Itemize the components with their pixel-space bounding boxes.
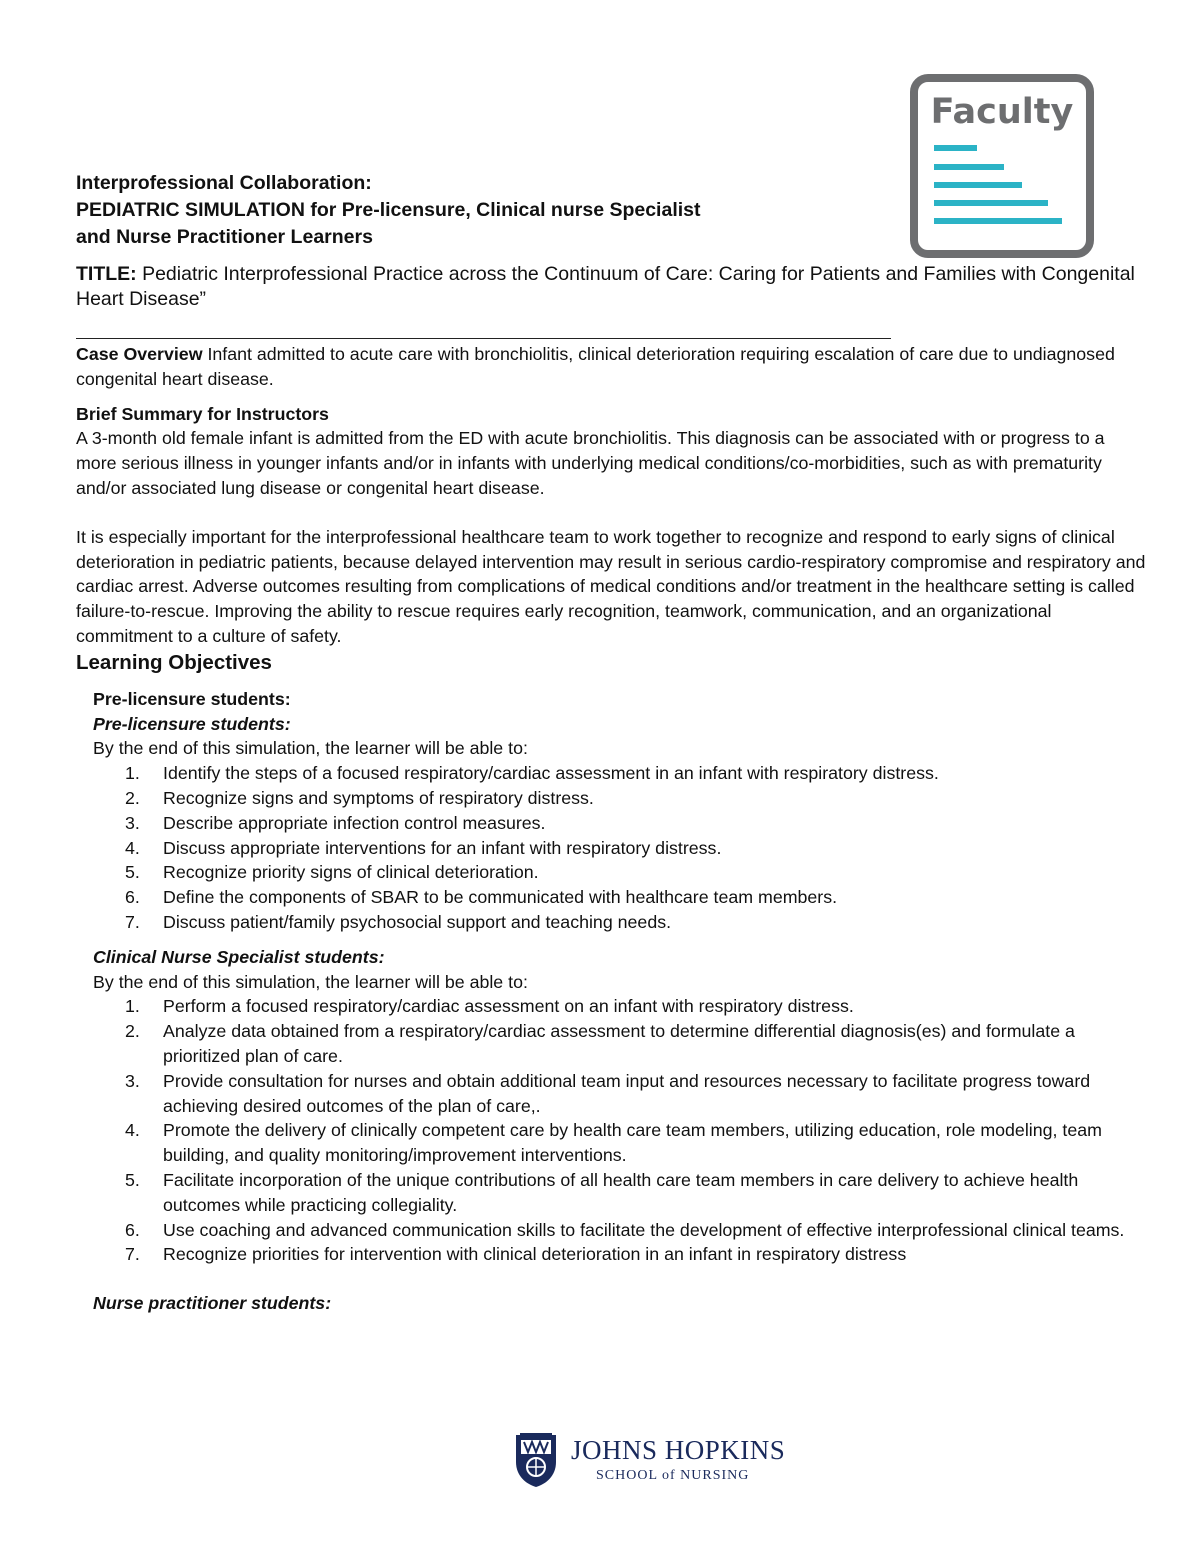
- list-item: [125, 885, 1146, 910]
- list-text: Provide consultation for nurses and obtain additional team input and resources necessary to facilitate progress toward achieving desired outcomes of the plan of care,.: [163, 1070, 1091, 1116]
- learning-objectives-heading: Learning Objectives: [76, 650, 272, 674]
- main-content: [76, 342, 1146, 1316]
- cns-intro: By the end of this simulation, the learner will be able to:: [93, 971, 528, 992]
- title-text: Pediatric Interprofessional Practice across the Continuum of Care: Caring for Patients and Families with Congenital Heart Disease”: [76, 263, 1135, 310]
- list-text: Use coaching and advanced communication skills to facilitate the development of effective interprofessional clinical teams.: [163, 1219, 1125, 1240]
- list-number: 6.: [125, 1219, 140, 1240]
- divider: [76, 338, 891, 339]
- list-number: 7.: [125, 911, 140, 932]
- prelicensure-intro: By the end of this simulation, the learner will be able to:: [93, 738, 528, 759]
- johns-hopkins-logo: [514, 1432, 784, 1492]
- institution-name: JOHNS HOPKINS: [571, 1435, 786, 1465]
- list-item: [125, 860, 1146, 885]
- list-text: Discuss appropriate interventions for an infant with respiratory distress.: [163, 837, 722, 858]
- prelicensure-objectives-list: [93, 761, 1146, 935]
- list-text: Define the components of SBAR to be communicated with healthcare team members.: [163, 887, 838, 908]
- list-item: [125, 994, 1146, 1019]
- list-text: Describe appropriate infection control measures.: [163, 812, 546, 833]
- list-number: 3.: [125, 1070, 140, 1091]
- list-number: 5.: [125, 862, 140, 883]
- list-number: 4.: [125, 837, 140, 858]
- list-item: [125, 1218, 1146, 1243]
- case-overview: [76, 342, 1146, 392]
- list-number: 3.: [125, 812, 140, 833]
- list-text: Identify the steps of a focused respiratory/cardiac assessment in an infant with respiratory distress.: [163, 763, 939, 784]
- prelicensure-heading: Pre-licensure students:: [93, 688, 291, 709]
- list-text: Promote the delivery of clinically competent care by health care team members, utilizing education, role modeling, team building, and quality monitoring/improvement interventions.: [163, 1120, 1102, 1166]
- list-text: Recognize priority signs of clinical deterioration.: [163, 862, 539, 883]
- johns-hopkins-shield-icon: [514, 1432, 558, 1488]
- cns-objectives-list: [93, 994, 1146, 1267]
- list-number: 1.: [125, 996, 140, 1017]
- list-item: [125, 786, 1146, 811]
- list-item: [125, 1168, 1146, 1218]
- school-name: SCHOOL of NURSING: [596, 1468, 750, 1483]
- header-line-3: and Nurse Practitioner Learners: [76, 226, 373, 248]
- list-number: 4.: [125, 1120, 140, 1141]
- list-item: [125, 1069, 1146, 1119]
- list-number: 1.: [125, 763, 140, 784]
- list-item: [125, 1118, 1146, 1168]
- prelicensure-subheading: Pre-licensure students:: [93, 713, 291, 734]
- list-item: [125, 761, 1146, 786]
- faculty-label: Faculty: [930, 92, 1074, 132]
- faculty-badge: [910, 74, 1094, 258]
- case-overview-text: Infant admitted to acute care with bronchiolitis, clinical deterioration requiring escalation of care due to undiagnosed congenital heart disease.: [76, 344, 1115, 389]
- header-line-2: PEDIATRIC SIMULATION for Pre-licensure, Clinical nurse Specialist: [76, 199, 701, 221]
- list-item: [125, 836, 1146, 861]
- np-heading: Nurse practitioner students:: [93, 1293, 332, 1314]
- list-item: [125, 1242, 1146, 1267]
- summary-paragraph-2: It is especially important for the interprofessional healthcare team to work together to recognize and respond to early signs of clinical deterioration in pediatric patients, because delayed intervention may result in serious cardio-respiratory compromise and respiratory and cardiac arrest. Adverse outcomes resulting from complications of medical conditions and/or treatment in the healthcare setting is called failure-to-rescue. Improving the ability to rescue requires early recognition, teamwork, communication, and an organizational commitment to a culture of safety.: [76, 526, 1146, 646]
- title-label: TITLE:: [76, 263, 137, 285]
- case-overview-label: Case Overview: [76, 344, 203, 364]
- list-text: Facilitate incorporation of the unique contributions of all health care team members in care delivery to achieve health outcomes while practicing collegiality.: [163, 1169, 1079, 1215]
- list-number: 7.: [125, 1244, 140, 1265]
- document-title: [76, 262, 1146, 312]
- summary-heading: Brief Summary for Instructors: [76, 403, 329, 424]
- list-text: Recognize signs and symptoms of respiratory distress.: [163, 787, 594, 808]
- list-number: 2.: [125, 787, 140, 808]
- document-header: [76, 170, 866, 251]
- list-item: [125, 910, 1146, 935]
- list-text: Discuss patient/family psychosocial support and teaching needs.: [163, 911, 672, 932]
- faculty-bars-icon: [910, 74, 1094, 258]
- summary-paragraph-1: A 3-month old female infant is admitted from the ED with acute bronchiolitis. This diagnosis can be associated with or progress to a more serious illness in younger infants and/or in infants with underlying medical conditions/co-morbidities, such as with prematurity and/or associated lung disease or congenital heart disease.: [76, 428, 1105, 498]
- list-number: 6.: [125, 887, 140, 908]
- list-item: [125, 1019, 1146, 1069]
- list-number: 5.: [125, 1169, 140, 1190]
- list-item: [125, 811, 1146, 836]
- list-text: Perform a focused respiratory/cardiac assessment on an infant with respiratory distress.: [163, 996, 854, 1017]
- cns-heading: Clinical Nurse Specialist students:: [93, 946, 385, 967]
- list-text: Recognize priorities for intervention with clinical deterioration in an infant in respiratory distress: [163, 1244, 907, 1265]
- header-line-1: Interprofessional Collaboration:: [76, 172, 372, 194]
- objectives-section: [93, 687, 1146, 1316]
- list-number: 2.: [125, 1021, 140, 1042]
- list-text: Analyze data obtained from a respiratory/cardiac assessment to determine differential diagnosis(es) and formulate a prioritized plan of care.: [163, 1021, 1075, 1066]
